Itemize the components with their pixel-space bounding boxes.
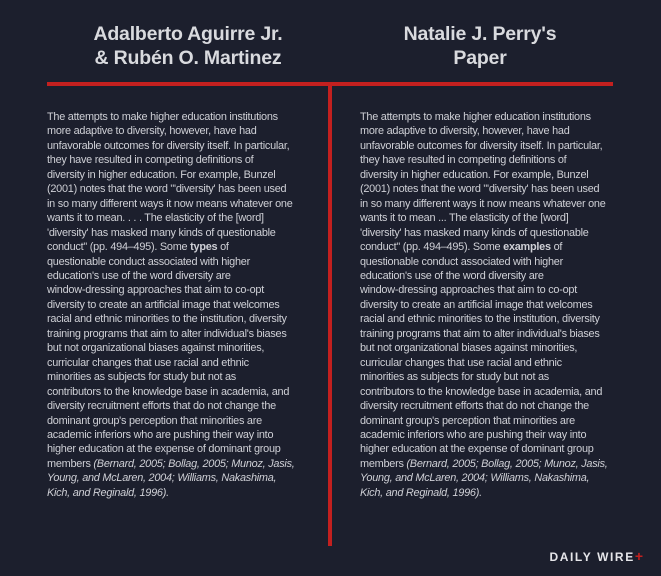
text-line: diversity to create an artificial image that welcomes: [360, 298, 593, 311]
citation-line: Kich, and Reginald, 1996).: [47, 486, 169, 499]
text-line: racial and ethnic minorities to the institution, diversity: [47, 313, 287, 326]
text-segment: conduct" (pp. 494–495). Some: [47, 241, 191, 254]
left-title-line-2: & Rubén O. Martinez: [94, 47, 282, 69]
text-line: (2001) notes that the word "'diversity' has been used: [47, 183, 287, 196]
text-line: [360, 240, 624, 254]
text-line: [360, 457, 624, 471]
text-line: education's use of the word diversity are: [360, 269, 544, 282]
text-line: but not organizational biases against minorities,: [360, 342, 578, 355]
citation: (Bernard, 2005; Bollag, 2005; Munoz, Jasis,: [406, 457, 608, 470]
citation-line: Young, and McLaren, 2004; Williams, Nakashima,: [360, 472, 590, 485]
text-line: but not organizational biases against minorities,: [47, 342, 265, 355]
text-line: they have resulted in competing definitions of: [47, 154, 254, 167]
vertical-divider: [328, 82, 332, 546]
text-line: wants it to mean. . . . The elasticity of the [word]: [47, 212, 264, 225]
left-column-title: [38, 22, 338, 70]
right-title-line-2: Paper: [453, 47, 507, 69]
highlighted-word: types: [190, 241, 218, 254]
text-segment: conduct" (pp. 494–495). Some: [360, 241, 504, 254]
text-line: The attempts to make higher education institutions: [360, 111, 591, 123]
daily-wire-logo: [549, 548, 643, 564]
text-line: 'diversity' has masked many kinds of questionable: [360, 226, 589, 239]
text-line: 'diversity' has masked many kinds of questionable: [47, 226, 276, 239]
text-line: diversity recruitment efforts that do not change the: [47, 400, 276, 413]
header: [0, 0, 661, 82]
text-line: in so many different ways it now means whatever one: [47, 197, 293, 210]
left-column-text: [47, 110, 311, 500]
citation-line: Kich, and Reginald, 1996).: [360, 486, 482, 499]
text-line: curricular changes that use racial and ethnic: [360, 356, 562, 369]
text-line: questionable conduct associated with higher: [47, 255, 250, 268]
text-line: minorities as subjects for study but not as: [47, 371, 237, 384]
right-column-title: [330, 22, 630, 70]
text-line: [47, 457, 311, 471]
right-title-line-1: Natalie J. Perry's: [403, 23, 557, 45]
text-segment: members: [360, 457, 407, 470]
highlighted-word: examples: [503, 241, 551, 254]
text-line: diversity recruitment efforts that do not change the: [360, 400, 589, 413]
text-line: [47, 240, 311, 254]
text-line: higher education at the expense of dominant group: [47, 443, 281, 456]
text-line: academic inferiors who are pushing their way into: [47, 428, 274, 441]
text-line: (2001) notes that the word "'diversity' has been used: [360, 183, 600, 196]
text-line: higher education at the expense of dominant group: [360, 443, 594, 456]
text-line: unfavorable outcomes for diversity itself. In particular,: [360, 139, 603, 152]
text-line: window-dressing approaches that aim to co-opt: [360, 284, 577, 297]
text-segment: of: [550, 241, 563, 254]
text-line: wants it to mean ... The elasticity of the [word]: [360, 212, 569, 225]
text-line: they have resulted in competing definitions of: [360, 154, 567, 167]
text-line: curricular changes that use racial and ethnic: [47, 356, 249, 369]
text-line: education's use of the word diversity are: [47, 269, 231, 282]
text-line: unfavorable outcomes for diversity itself. In particular,: [47, 139, 290, 152]
text-line: more adaptive to diversity, however, have had: [360, 125, 570, 138]
text-line: training programs that aim to alter individual's biases: [47, 327, 287, 340]
text-line: questionable conduct associated with higher: [360, 255, 563, 268]
text-line: window-dressing approaches that aim to co-opt: [47, 284, 264, 297]
left-title-line-1: Adalberto Aguirre Jr.: [93, 23, 283, 45]
text-line: racial and ethnic minorities to the institution, diversity: [360, 313, 600, 326]
text-line: more adaptive to diversity, however, have had: [47, 125, 257, 138]
right-column-text: [360, 110, 624, 500]
text-line: contributors to the knowledge base in academia, and: [360, 385, 603, 398]
text-line: diversity in higher education. For example, Bunzel: [360, 168, 589, 181]
text-segment: of: [217, 241, 229, 254]
text-line: contributors to the knowledge base in academia, and: [47, 385, 290, 398]
text-segment: members: [47, 457, 94, 470]
text-line: diversity in higher education. For example, Bunzel: [47, 168, 276, 181]
text-line: The attempts to make higher education institutions: [47, 111, 278, 123]
text-line: training programs that aim to alter individual's biases: [360, 327, 600, 340]
logo-text: DAILY WIRE: [549, 550, 635, 564]
citation: (Bernard, 2005; Bollag, 2005; Munoz, Jasis,: [93, 457, 295, 470]
text-line: dominant group's perception that minorities are: [360, 414, 575, 427]
text-line: dominant group's perception that minorities are: [47, 414, 262, 427]
plus-icon: +: [634, 548, 643, 564]
text-line: diversity to create an artificial image that welcomes: [47, 298, 280, 311]
text-line: academic inferiors who are pushing their way into: [360, 428, 587, 441]
text-line: in so many different ways it now means whatever one: [360, 197, 606, 210]
text-line: minorities as subjects for study but not as: [360, 371, 550, 384]
citation-line: Young, and McLaren, 2004; Williams, Nakashima,: [47, 472, 277, 485]
